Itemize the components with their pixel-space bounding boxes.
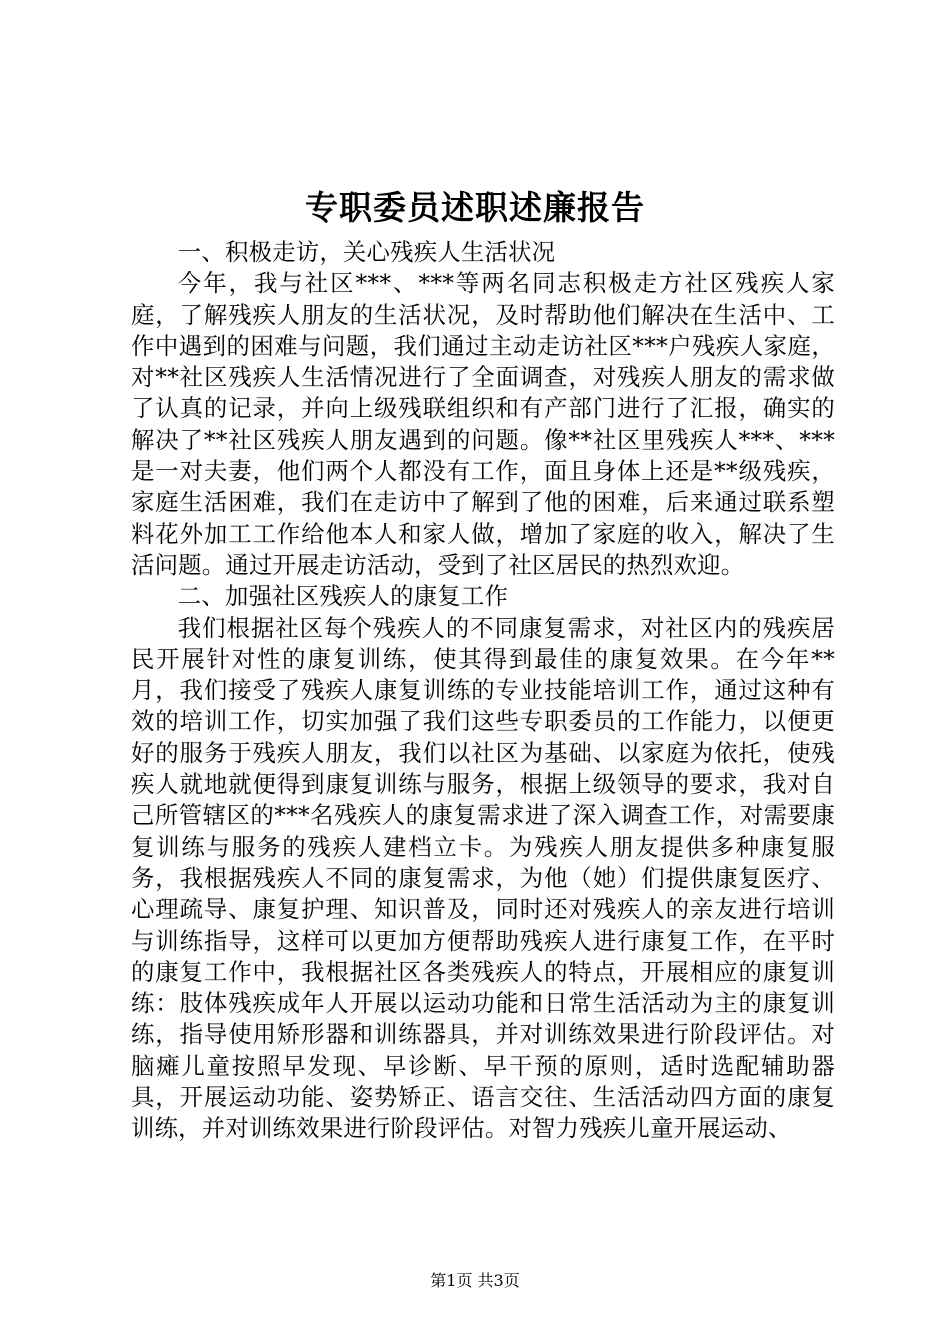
paragraph-1: 今年，我与社区***、***等两名同志积极走方社区残疾人家庭，了解残疾人朋友的生活状况，及时帮助他们解决在生活中、工作中遇到的困难与问题，我们通过主动走访社区***户残疾人家庭，对**社区残疾人生活情况进行了全面调查，对残疾人朋友的需求做了认真的记录，并向上级残联组织和有产部门进行了汇报，确实的解决了**社区残疾人朋友遇到的问题。像**社区里残疾人***、***是一对夫妻，他们两个人都没有工作，面且身体上还是**级残疾，家庭生活困难，我们在走访中了解到了他的困难，后来通过联系塑料花外加工工作给他本人和家人做，增加了家庭的收入，解决了生活问题。通过开展走访活动，受到了社区居民的热烈欢迎。 — [131, 269, 835, 579]
document-body — [131, 237, 835, 1145]
section-heading-1: 一、积极走访，关心残疾人生活状况 — [177, 238, 556, 266]
paragraph-2: 我们根据社区每个残疾人的不同康复需求，对社区内的残疾居民开展针对性的康复训练，使其得到最佳的康复效果。在今年**月，我们接受了残疾人康复训练的专业技能培训工作，通过这种有效的培训工作，切实加强了我们这些专职委员的工作能力，以便更好的服务于残疾人朋友，我们以社区为基础、以家庭为依托，使残疾人就地就便得到康复训练与服务，根据上级领导的要求，我对自己所管辖区的***名残疾人的康复需求进了深入调查工作，对需要康复训练与服务的残疾人建档立卡。为残疾人朋友提供多种康复服务，我根据残疾人不同的康复需求，为他（她）们提供康复医疗、心理疏导、康复护理、知识普及，同时还对残疾人的亲友进行培训与训练指导，这样可以更加方便帮助残疾人进行康复工作，在平时的康复工作中，我根据社区各类残疾人的特点，开展相应的康复训练：肢体残疾成年人开展以运动功能和日常生活活动为主的康复训练，指导使用矫形器和训练器具，并对训练效果进行阶段评估。对脑瘫儿童按照早发现、早诊断、早干预的原则，适时选配辅助器具，开展运动功能、姿势矫正、语言交往、生活活动四方面的康复训练，并对训练效果进行阶段评估。对智力残疾儿童开展运动、 — [131, 613, 835, 1143]
section-heading-2: 二、加强社区残疾人的康复工作 — [177, 582, 509, 611]
page-footer: 第1页 共3页 — [430, 1271, 520, 1290]
document-title: 专职委员述职述廉报告 — [305, 188, 645, 227]
